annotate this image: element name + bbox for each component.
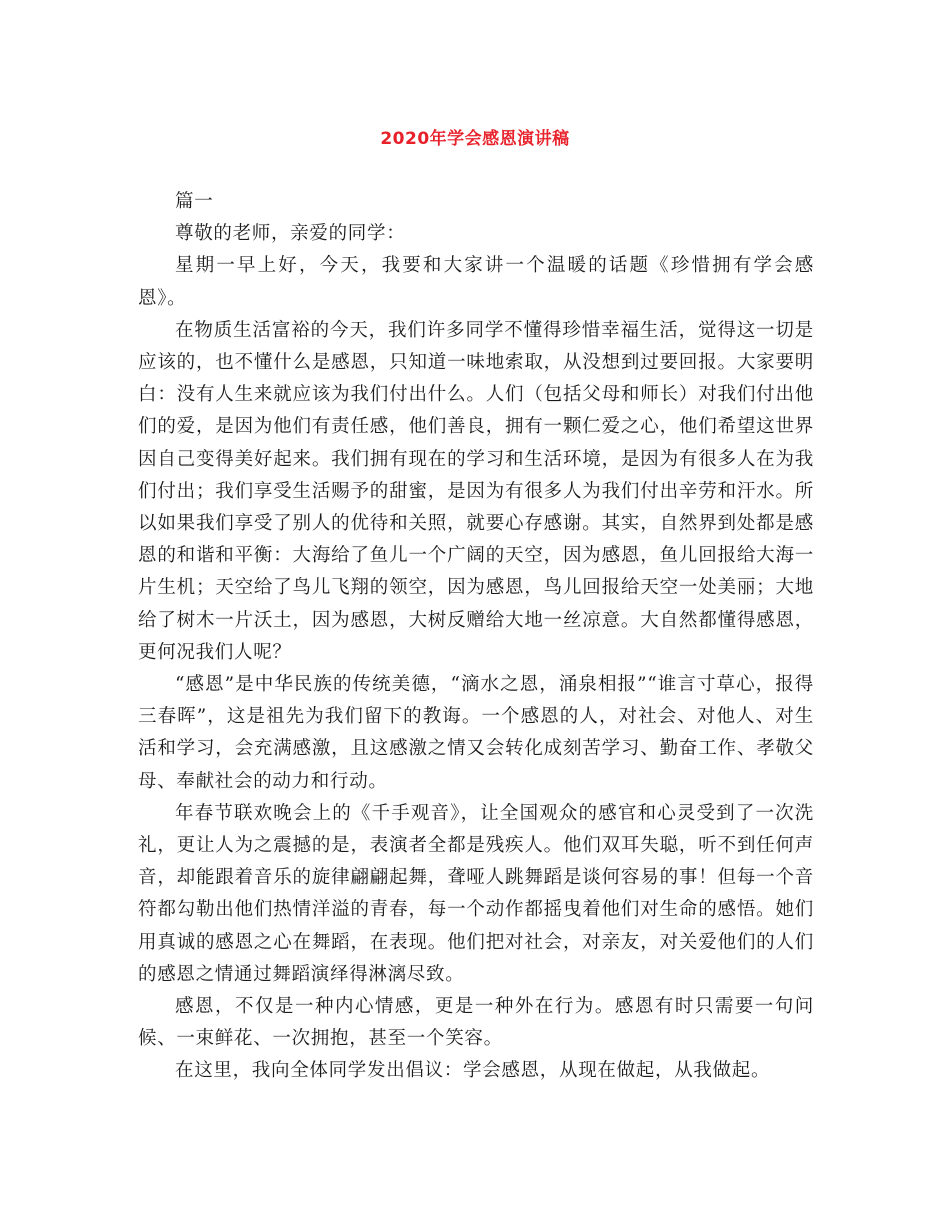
section-heading: 篇一 xyxy=(175,191,214,212)
document-title: 2020年学会感恩演讲稿 xyxy=(380,129,570,149)
paragraph: 在物质生活富裕的今天，我们许多同学不懂得珍惜幸福生活，觉得这一切是应该的，也不懂什么是感恩，只知道一味地索取，从没想到过要回报。大家要明白：没有人生来就应该为我们付出什么。人们（包括父母和师长）对我们付出他们的爱，是因为他们有责任感，他们善良，拥有一颗仁爱之心，他们希望这世界因自己变得美好起来。我们拥有现在的学习和生活环境，是因为有很多人在为我们付出；我们享受生活赐予的甜蜜，是因为有很多人为我们付出辛劳和汗水。所以如果我们享受了别人的优待和关照，就要心存感谢。其实，自然界到处都是感恩的和谐和平衡：大海给了鱼儿一个广阔的天空，因为感恩，鱼儿回报给大海一片生机；天空给了鸟儿飞翔的领空，因为感恩，鸟儿回报给天空一处美丽；大地给了树木一片沃土，因为感恩，大树反赠给大地一丝凉意。大自然都懂得感恩，更何况我们人呢？ xyxy=(138,319,814,663)
paragraph: “感恩”是中华民族的传统美德，“滴水之恩，涌泉相报”“谁言寸草心，报得三春晖”，这是祖先为我们留下的教诲。一个感恩的人，对社会、对他人、对生活和学习，会充满感激，且这感激之情又会转化成刻苦学习、勤奋工作、孝敬父母、奉献社会的动力和行动。 xyxy=(138,674,814,792)
salutation: 尊敬的老师，亲爱的同学： xyxy=(175,223,406,245)
document-body xyxy=(138,186,814,1088)
paragraph: 年春节联欢晚会上的《千手观音》，让全国观众的感官和心灵受到了一次洗礼，更让人为之震撼的是，表演者全都是残疾人。他们双耳失聪，听不到任何声音，却能跟着音乐的旋律翩翩起舞，聋哑人跳舞蹈是谈何容易的事！但每一个音符都勾勒出他们热情洋溢的青春，每一个动作都摇曳着他们对生命的感悟。她们用真诚的感恩之心在舞蹈，在表现。他们把对社会，对亲友，对关爱他们的人们的感恩之情通过舞蹈演绎得淋漓尽致。 xyxy=(138,802,814,985)
paragraph: 星期一早上好，今天，我要和大家讲一个温暖的话题《珍惜拥有学会感恩》。 xyxy=(138,255,814,309)
paragraph: 在这里，我向全体同学发出倡议：学会感恩，从现在做起，从我做起。 xyxy=(175,1060,771,1082)
paragraph: 感恩，不仅是一种内心情感，更是一种外在行为。感恩有时只需要一句问候、一束鲜花、一次拥抱，甚至一个笑容。 xyxy=(138,996,814,1050)
